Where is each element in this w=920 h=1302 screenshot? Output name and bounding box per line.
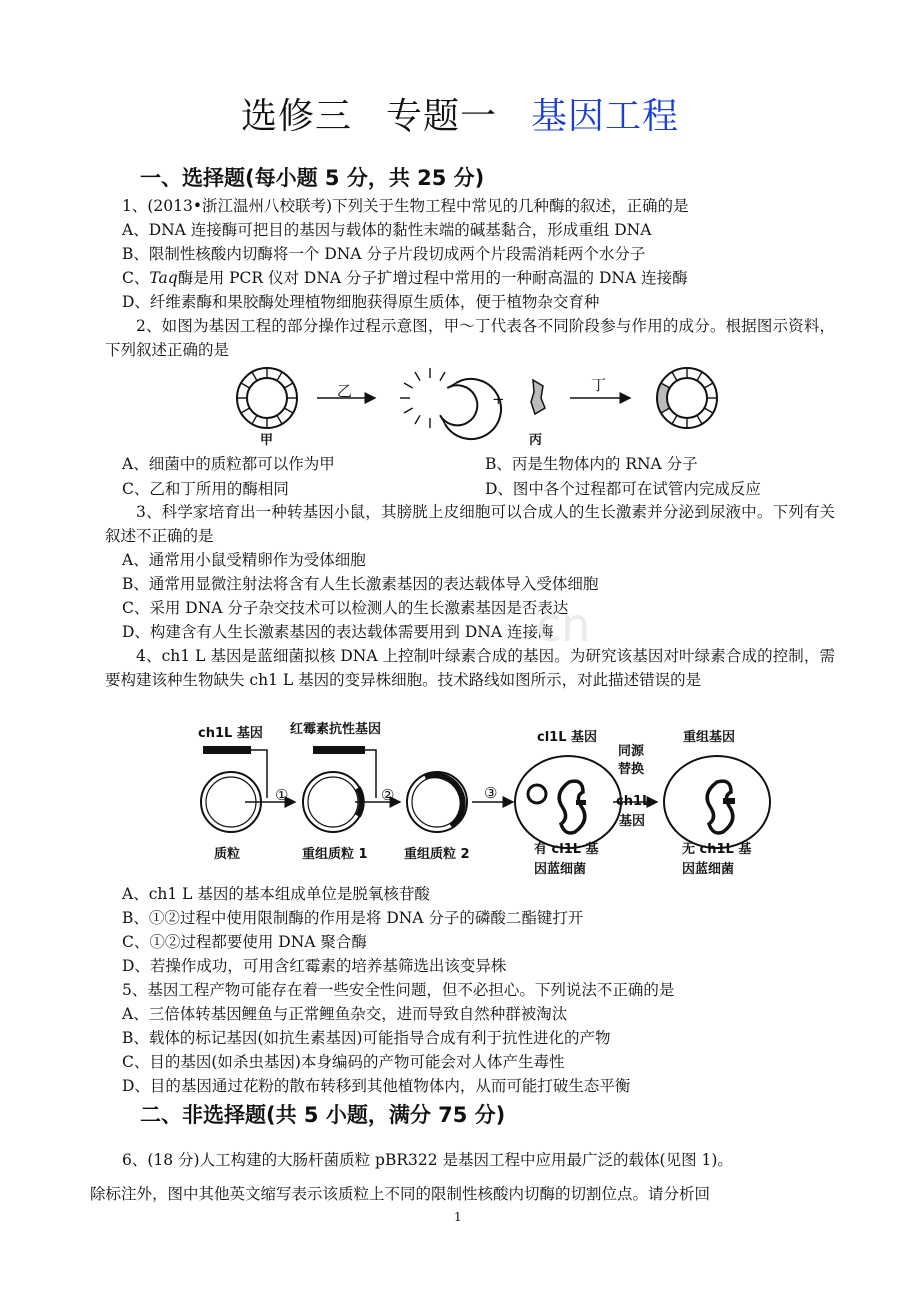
- q2-figure: [225, 358, 725, 450]
- label-cell2-line2: 因蓝细菌: [682, 862, 735, 877]
- cell-without-ch1l: [664, 756, 770, 848]
- q4-option-a: A、ch1 L 基因的基本组成单位是脱氧核苷酸: [122, 885, 430, 903]
- q3-option-d: D、构建含有人生长激素基因的表达载体需要用到 DNA 连接酶: [122, 623, 554, 641]
- q6-line2: 除标注外，图中其他英文缩写表示该质粒上不同的限制性核酸内切酶的切割位点。请分析回: [90, 1185, 711, 1203]
- q3-stem: 3、科学家培育出一种转基因小鼠，其膀胱上皮细胞可以合成人的生长激素并分泌到尿液中。下列有关叙述不正确的是: [105, 503, 835, 545]
- label-cell1-line2: 因蓝细菌: [534, 862, 587, 877]
- label-cell2-gene: 重组基因: [683, 730, 736, 745]
- q4-option-b: B、①②过程中使用限制酶的作用是将 DNA 分子的磷酸二酯键打开: [122, 909, 584, 927]
- q4-option-d: D、若操作成功，可用含红霉素的培养基筛选出该变异株: [122, 957, 507, 975]
- q5-option-d: D、目的基因通过花粉的散布转移到其他植物体内，从而可能打破生态平衡: [122, 1077, 631, 1095]
- q3-option-c: C、采用 DNA 分子杂交技术可以检测人的生长激素基因是否表达: [122, 599, 569, 617]
- ch1l-gene-bar: [203, 746, 251, 754]
- label-gene: 基因: [619, 814, 646, 829]
- q1-option-b: B、限制性核酸内切酶将一个 DNA 分子片段切成两个片段需消耗两个水分子: [122, 245, 646, 263]
- label-erythromycin-gene: 红霉素抗性基因: [290, 722, 382, 737]
- label-cell1-line1: 有 cl1L 基: [534, 842, 599, 857]
- q2-option-b: B、丙是生物体内的 RNA 分子: [485, 455, 698, 473]
- recombinant-plasmid: [657, 368, 717, 428]
- label-step2: ②: [381, 786, 395, 804]
- plasmid-jia: [237, 368, 297, 428]
- fragment-bing: [531, 380, 545, 414]
- section-heading-nonchoice: 二、非选择题(共 5 小题，满分 75 分): [140, 1103, 506, 1127]
- label-step1: ①: [275, 786, 289, 804]
- page-title: [0, 88, 920, 139]
- label-bing: 丙: [529, 433, 543, 448]
- recombinant-plasmid-2: [407, 772, 467, 832]
- q4-stem: 4、ch1 L 基因是蓝细菌拟核 DNA 上控制叶绿素合成的基因。为研究该基因对叶绿素合成的控制，需要构建该种生物缺失 ch1 L 基因的变异株细胞。技术路线如图所示，对此描述错误的是: [105, 647, 835, 689]
- q2-option-a: A、细菌中的质粒都可以作为甲: [122, 455, 335, 473]
- q2-option-d: D、图中各个过程都可在试管内完成反应: [485, 480, 761, 498]
- cell-with-ch1l: [515, 756, 621, 848]
- cut-plasmid: [400, 368, 501, 439]
- label-jia: 甲: [260, 433, 274, 448]
- title-part3: 基因工程: [531, 96, 680, 137]
- q1-stem: 1、(2013•浙江温州八校联考)下列关于生物工程中常见的几种酶的叙述，正确的是: [122, 197, 689, 215]
- q1-option-a: A、DNA 连接酶可把目的基因与载体的黏性末端的碱基黏合，形成重组 DNA: [122, 221, 652, 239]
- label-plus: +: [492, 390, 505, 408]
- label-ch1l-gene: ch1L 基因: [198, 726, 263, 741]
- q5-stem: 5、基因工程产物可能存在着一些安全性问题，但不必担心。下列说法不正确的是: [122, 981, 675, 999]
- q4-option-c: C、①②过程都要使用 DNA 聚合酶: [122, 933, 367, 951]
- q2-option-c: C、乙和丁所用的酶相同: [122, 480, 289, 498]
- section-heading-choice: 一、选择题(每小题 5 分，共 25 分): [140, 166, 485, 190]
- q6-line1: 6、(18 分)人工构建的大肠杆菌质粒 pBR322 是基因工程中应用最广泛的载体(见图 1)。: [122, 1151, 733, 1169]
- q3-option-b: B、通常用显微注射法将含有人生长激素基因的表达载体导入受体细胞: [122, 575, 599, 593]
- q3-option-a: A、通常用小鼠受精卵作为受体细胞: [122, 551, 366, 569]
- label-cell1-gene: cl1L 基因: [537, 730, 598, 745]
- label-replacement: 替换: [618, 762, 645, 777]
- q5-option-b: B、载体的标记基因(如抗生素基因)可能指导合成有利于抗性进化的产物: [122, 1029, 611, 1047]
- watermark: cn: [536, 598, 591, 652]
- label-plasmid: 质粒: [214, 847, 241, 862]
- page-number: 1: [454, 1210, 462, 1224]
- erythromycin-gene-bar: [313, 746, 365, 754]
- q2-stem: 2、如图为基因工程的部分操作过程示意图，甲～丁代表各不同阶段参与作用的成分。根据图示资料，下列叙述正确的是: [105, 317, 835, 359]
- label-recombinant-2: 重组质粒 2: [404, 847, 470, 862]
- q1-option-d: D、纤维素酶和果胶酶处理植物细胞获得原生质体，便于植物杂交育种: [122, 293, 600, 311]
- label-yi: 乙: [337, 382, 353, 400]
- label-step3: ③: [484, 784, 498, 802]
- label-ch1l: ch1L: [616, 794, 651, 809]
- label-ding: 丁: [591, 376, 607, 394]
- q5-option-c: C、目的基因(如杀虫基因)本身编码的产物可能会对人体产生毒性: [122, 1053, 565, 1071]
- label-homologous: 同源: [618, 744, 645, 759]
- q1-option-c: C、Taq酶是用 PCR 仪对 DNA 分子扩增过程中常用的一种耐高温的 DNA 连接酶: [122, 269, 688, 287]
- label-recombinant-1: 重组质粒 1: [302, 847, 368, 862]
- title-part1: 选修三: [240, 96, 352, 137]
- connector-2: [365, 750, 376, 798]
- q5-option-a: A、三倍体转基因鲤鱼与正常鲤鱼杂交，进而导致自然种群被淘汰: [122, 1005, 568, 1023]
- recombinant-plasmid-1: [303, 772, 363, 832]
- title-part2: 专题一: [385, 96, 497, 137]
- label-cell2-line1: 无 ch1L 基: [682, 842, 752, 857]
